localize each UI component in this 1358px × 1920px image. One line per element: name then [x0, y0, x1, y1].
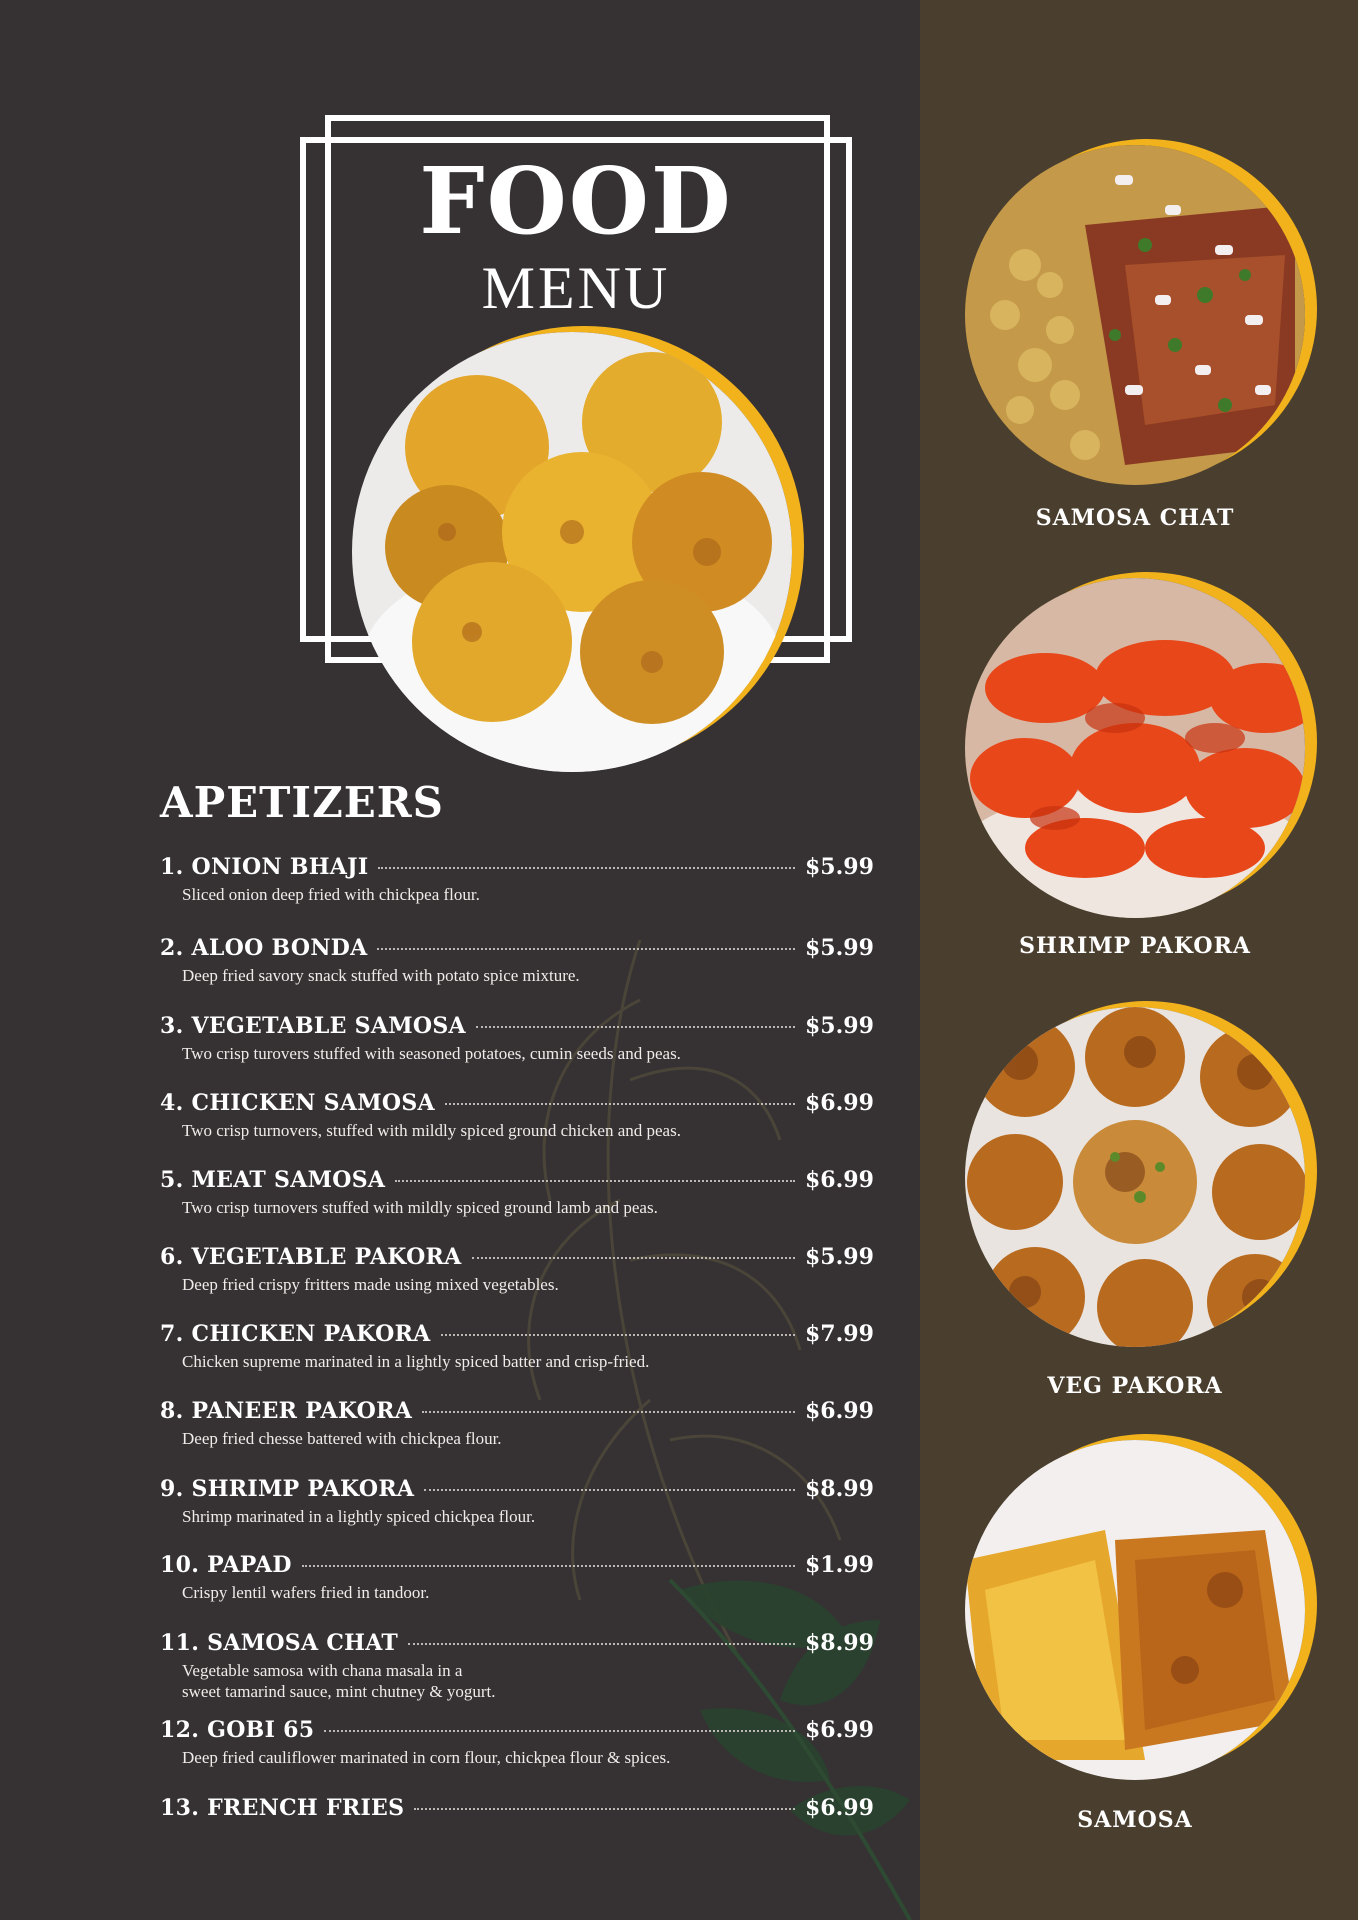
- menu-item-name: 12. GOBI 65: [160, 1717, 315, 1743]
- shrimp-pakora-photo: [965, 578, 1305, 918]
- samosa-chat-photo: [965, 145, 1305, 485]
- menu-item: [160, 935, 874, 986]
- menu-item-name: 1. ONION BHAJI: [160, 854, 369, 880]
- menu-item-price: $8.99: [805, 1476, 874, 1502]
- menu-item-name: 11. SAMOSA CHAT: [160, 1630, 399, 1656]
- menu-item: [160, 1244, 874, 1295]
- menu-item-name: 10. PAPAD: [160, 1552, 292, 1578]
- menu-item: [160, 1717, 874, 1768]
- menu-item-price: $7.99: [805, 1321, 874, 1347]
- dotted-leader: [395, 1180, 795, 1182]
- dotted-leader: [445, 1103, 795, 1105]
- dotted-leader: [441, 1334, 795, 1336]
- menu-item: [160, 1013, 874, 1064]
- menu-item: [160, 1476, 874, 1527]
- menu-item-price: $6.99: [805, 1090, 874, 1116]
- menu-item-price: $6.99: [805, 1795, 874, 1821]
- menu-item-description: Deep fried chesse battered with chickpea flour.: [182, 1429, 502, 1448]
- menu-item-name: 8. PANEER PAKORA: [160, 1398, 413, 1424]
- section-title-appetizers: APETIZERS: [160, 778, 444, 827]
- shrimp-pakora-image-icon: [965, 578, 1305, 918]
- menu-item-name: 4. CHICKEN SAMOSA: [160, 1090, 435, 1116]
- photo-label-veg-pakora: VEG PAKORA: [1047, 1373, 1223, 1399]
- menu-item-name: 5. MEAT SAMOSA: [160, 1167, 386, 1193]
- menu-item: [160, 1321, 874, 1372]
- menu-item-description: Chicken supreme marinated in a lightly spiced batter and crisp-fried.: [182, 1352, 650, 1371]
- menu-item-description: Deep fried crispy fritters made using mixed vegetables.: [182, 1275, 559, 1294]
- menu-item-description: Crispy lentil wafers fried in tandoor.: [182, 1583, 430, 1602]
- dotted-leader: [414, 1808, 795, 1810]
- menu-item-price: $5.99: [805, 854, 874, 880]
- menu-item: [160, 854, 874, 905]
- title-food: FOOD: [419, 147, 733, 255]
- veg-pakora-photo: [965, 1007, 1305, 1347]
- dotted-leader: [472, 1257, 795, 1259]
- dotted-leader: [302, 1565, 795, 1567]
- photo-label-shrimp-pakora: SHRIMP PAKORA: [1019, 933, 1251, 959]
- menu-item-price: $6.99: [805, 1717, 874, 1743]
- menu-item-price: $6.99: [805, 1167, 874, 1193]
- samosa-photo: [965, 1440, 1305, 1780]
- dotted-leader: [408, 1643, 795, 1645]
- menu-item-description: Sliced onion deep fried with chickpea flour.: [182, 885, 480, 904]
- menu-item-description: Deep fried cauliflower marinated in corn flour, chickpea flour & spices.: [182, 1748, 671, 1767]
- menu-item-price: $5.99: [805, 935, 874, 961]
- menu-item: [160, 1552, 874, 1603]
- menu-item: [160, 1398, 874, 1449]
- dotted-leader: [476, 1026, 795, 1028]
- dotted-leader: [377, 948, 795, 950]
- menu-item-name: 9. SHRIMP PAKORA: [160, 1476, 415, 1502]
- menu-item-description: Two crisp turovers stuffed with seasoned potatoes, cumin seeds and peas.: [182, 1044, 681, 1063]
- title-menu: MENU: [481, 255, 671, 321]
- dotted-leader: [424, 1489, 795, 1491]
- menu-item-description: Two crisp turnovers stuffed with mildly spiced ground lamb and peas.: [182, 1198, 658, 1217]
- menu-item-name: 3. VEGETABLE SAMOSA: [160, 1013, 466, 1039]
- photo-label-samosa: SAMOSA: [1077, 1807, 1193, 1833]
- menu-item-description: Shrimp marinated in a lightly spiced chickpea flour.: [182, 1507, 536, 1526]
- dotted-leader: [324, 1730, 795, 1732]
- menu-item-price: $1.99: [805, 1552, 874, 1578]
- menu-item-name: 6. VEGETABLE PAKORA: [160, 1244, 462, 1270]
- samosa-chat-image-icon: [965, 145, 1305, 485]
- dotted-leader: [378, 867, 795, 869]
- menu-item-price: $8.99: [805, 1630, 874, 1656]
- menu-item: [160, 1090, 874, 1141]
- menu-item-name: 13. FRENCH FRIES: [160, 1795, 405, 1821]
- menu-item-price: $5.99: [805, 1013, 874, 1039]
- menu-item-price: $6.99: [805, 1398, 874, 1424]
- menu-item-name: 7. CHICKEN PAKORA: [160, 1321, 431, 1347]
- menu-item-description: Two crisp turnovers, stuffed with mildly spiced ground chicken and peas.: [182, 1121, 681, 1140]
- menu-item: [160, 1630, 874, 1702]
- menu-item: [160, 1795, 874, 1821]
- menu-item-description: Vegetable samosa with chana masala in a sweet tamarind sauce, mint chutney & yogurt.: [182, 1661, 496, 1701]
- samosa-image-icon: [965, 1440, 1305, 1780]
- photo-label-samosa-chat: SAMOSA CHAT: [1035, 505, 1235, 531]
- menu-item-description: Deep fried savory snack stuffed with potato spice mixture.: [182, 966, 580, 985]
- aloo-bonda-photo: [352, 332, 792, 772]
- menu-item-name: 2. ALOO BONDA: [160, 935, 368, 961]
- menu-item-price: $5.99: [805, 1244, 874, 1270]
- dotted-leader: [422, 1411, 795, 1413]
- veg-pakora-image-icon: [965, 1007, 1305, 1347]
- aloo-bonda-image-icon: [352, 332, 792, 772]
- menu-item: [160, 1167, 874, 1218]
